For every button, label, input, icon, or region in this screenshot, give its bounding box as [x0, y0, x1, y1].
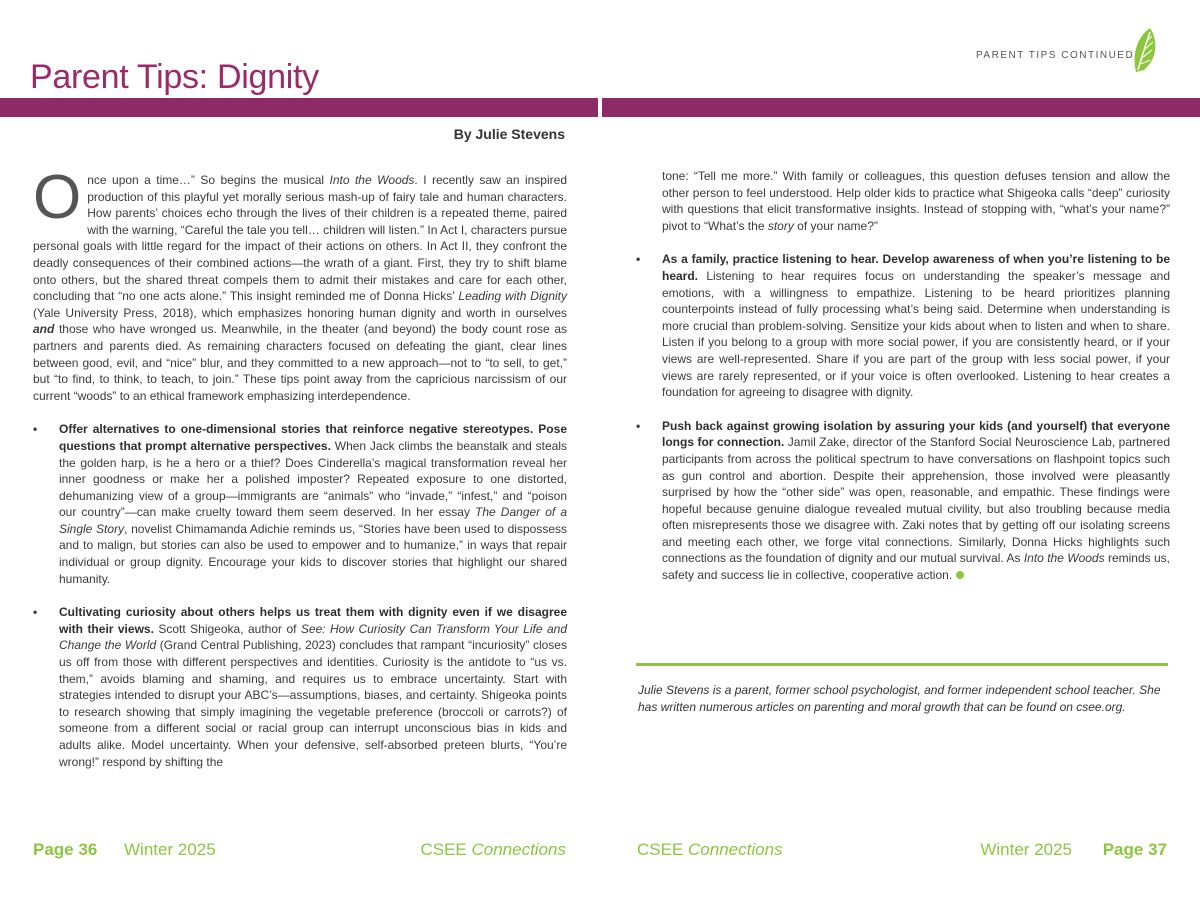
right-column — [636, 168, 1170, 584]
author-bio: Julie Stevens is a parent, former school psychologist, and former independent school teacher. She has written numerous articles on parenting and moral growth that can be found on csee.org. — [638, 683, 1161, 714]
footer-left-publication: CSEE Connections — [420, 840, 566, 859]
intro-paragraph: Once upon a time…” So begins the musical Into the Woods. I recently saw an inspired production of this playful yet morally serious mash-up of fairy tale and human characters. How parents’ choices echo through the lives of their children is a repeated theme, paired with the warning, “Careful the tale you tell… children will listen.” In Act I, characters pursue personal goals with little regard for the impact of their actions on others. In Act II, they confront the deadly consequences of their combined actions—the wrath of a giant. First, they try to shift blame onto others, but the shared threat compels them to admit their mistakes and care for each other, concluding that “no one acts alone.” This insight reminded me of Donna Hicks’ Leading with Dignity (Yale University Press, 2018), which emphasizes honoring human dignity and worth in ourselves and those who have wronged us. Meanwhile, in the theater (and beyond) the body count rose as partners and parents died. As remaining characters focused on defeating the giant, clear lines between good, evil, and “nice” blur, and they committed to a new approach—not to “to sell, to get,” but “to find, to think, to teach, to join.” These tips point away from the capricious narcissism of our current “woods” to an ethical framework emphasizing interdependence. — [33, 163, 567, 403]
header-band-right — [602, 98, 1200, 117]
drop-cap: O — [33, 163, 82, 232]
tip-bullet-curiosity: • Cultivating curiosity about others helps us treat them with dignity even if we disagree with their views. Scott Shigeoka, author of See: How Curiosity Can Transform Your Life and Change the World (Grand Central Publishing, 2023) concludes that rampant “incuriosity” closes us off from those with different perspectives and identities. Curiosity is the antidote to “us vs. them,” avoids blaming and shaming, and requires us to embrace uncertainty. Start with strategies intended to disrupt your ABC’s—assumptions, biases, and certainty. Shigeoka points to research showing that simply imagining the vegetable preference (broccoli or carrots?) of someone from a different social or racial group can interrupt unconscious bias in kids and adults alike. Model uncertainty. When your defensive, self-absorbed preteen blurts, “You’re wrong!” respond by shifting the — [33, 605, 567, 769]
tip-bullet-connection: • Push back against growing isolation by assuring your kids (and yourself) that everyone longs for connection. Jamil Zake, director of the Stanford Social Neuroscience Lab, partnered participants from across the political spectrum to have conversations on flashpoint topics such as gun control and abortion. Despite their apprehension, those involved were pleasantly surprised by how the “other side” was open, reasonable, and empathic. These findings were hopeful because genuine dialogue revealed mutual civility, but also troubling because media often misrepresents those we disagree with. Zaki notes that by getting off our isolating screens and meeting each other, we forge vital connections. Similarly, Donna Hicks highlights such connections as the foundation of dignity and our mutual survival. As Into the Woods reminds us, safety and success lie in collective, cooperative action. — [636, 418, 1171, 583]
left-column — [33, 163, 568, 770]
header-band-left — [0, 98, 598, 117]
tip-bullet-listening: • As a family, practice listening to hear. Develop awareness of when you’re listening to be heard. Listening to hear requires focus on understanding the speaker’s message and emotions, with a willingness to empathize. Listening to be heard prioritizes planning counterpoints instead of fully processing what’s being said. Determine when understanding is more crucial than problem-solving. Sensitize your kids about when to listen and when to share. Listen if you belong to a group with more social power, if you are consistently heard, or if your views are well-represented. Share if you are part of the group with less social power, if your views are rarely represented, or if your voice is often overlooked. Listening to hear creates a foundation for agreeing to disagree with dignity. — [636, 252, 1170, 400]
bio-divider — [636, 663, 1168, 666]
page-title: Parent Tips: Dignity — [30, 58, 319, 96]
curiosity-continuation: tone: “Tell me more.” With family or colleagues, this question defuses tension and allow the other person to feel understood. Help older kids to practice what Shigeoka calls “deep” curiosity with questions that elicit transformative insights. Instead of stopping with, “what’s your name?” pivot to “What’s the story of your name?” — [662, 169, 1170, 233]
footer-right-page: Page 37 — [1102, 840, 1167, 859]
leaf-logo-icon — [1128, 26, 1164, 79]
byline: By Julie Stevens — [453, 126, 565, 142]
footer-right-season: Winter 2025 — [980, 840, 1072, 859]
footer-left-season: Winter 2025 — [124, 840, 216, 859]
end-mark-icon — [956, 571, 964, 579]
footer-right-publication: CSEE Connections — [637, 840, 783, 859]
footer-left-page: Page 36 — [33, 840, 98, 859]
tip-bullet-stories: • Offer alternatives to one-dimensional stories that reinforce negative stereotypes. Pose questions that prompt alternative perspectives. When Jack climbs the beanstalk and steals the golden harp, is he a hero or a thief? Does Cinderella’s magical transformation reveal her inner goodness or make her a polished imposter? Repeated exposure to one distorted, dehumanizing view of a group—immigrants are “animals” who “invade,” “infest,” and “poison our country”—can make cruelty toward them seem deserved. In her essay The Danger of a Single Story, novelist Chimamanda Adichie reminds us, “Stories have been used to dispossess and to malign, but stories can also be used to empower and to humanize,” in ways that repair individual or group dignity. Encourage your kids to discover stories that highlight our shared humanity. — [33, 422, 568, 586]
continued-label: PARENT TIPS CONTINUED — [976, 50, 1135, 61]
